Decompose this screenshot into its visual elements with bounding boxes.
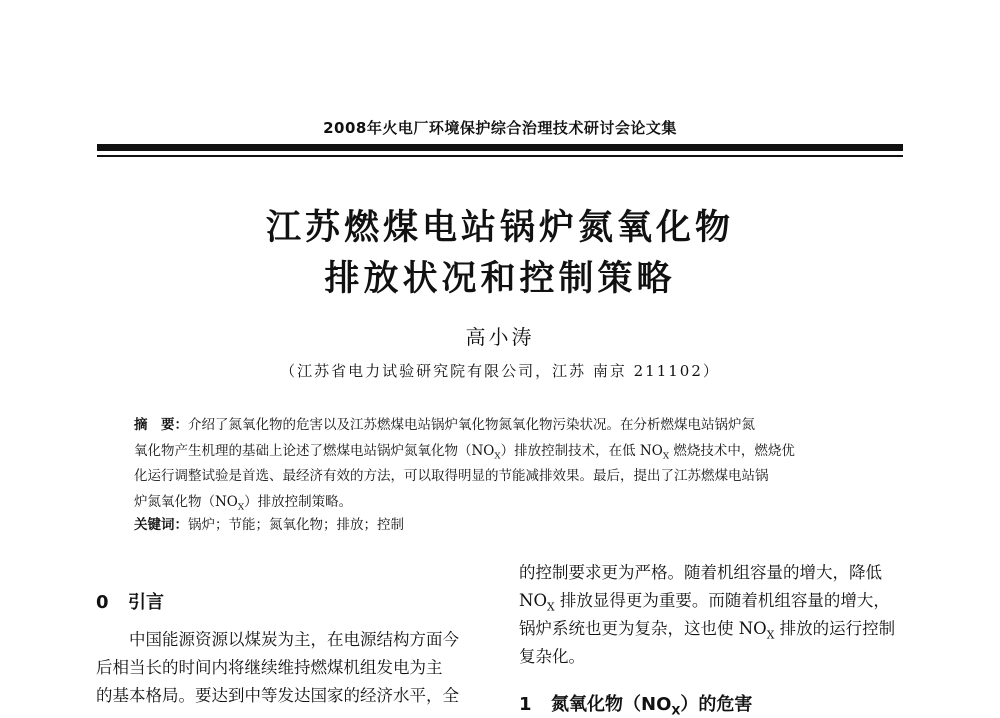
body-line: 的基本格局。要达到中等发达国家的经济水平，全: [96, 686, 459, 705]
header-rule-thick: [97, 144, 903, 151]
header-rule-thin: [97, 155, 903, 157]
section-1-heading: [519, 690, 752, 718]
section-title: 氮氧化物（NO: [551, 694, 672, 715]
author-name: 高小涛: [465, 325, 535, 349]
body-line: 复杂化。: [519, 647, 585, 666]
keywords: [134, 513, 404, 533]
body-text: 锅炉系统也更为复杂，这也使 NO: [519, 619, 767, 638]
body-line: 的控制要求更为严格。随着机组容量的增大，降低: [519, 563, 882, 582]
abstract-text: 化运行调整试验是首选、最经济有效的方法，可以取得明显的节能减排效果。最后，提出了江苏燃煤电站锅: [134, 468, 769, 484]
article-title-line-2: 排放状况和控制策略: [324, 259, 676, 299]
subscript: X: [546, 600, 555, 614]
subscript: X: [237, 502, 245, 513]
abstract-line: [134, 465, 854, 491]
body-line: [519, 616, 909, 644]
abstract-label: 摘 要：: [134, 417, 188, 433]
abstract-text: 介绍了氮氧化物的危害以及江苏燃煤电站锅炉氧化物氮氧化物污染状况。在分析燃煤电站锅炉氮: [188, 417, 755, 433]
article-title-line-1: 江苏燃煤电站锅炉氮氧化物: [265, 208, 734, 248]
section-title: ）的危害: [680, 694, 753, 715]
body-line: 后相当长的时间内将继续维持燃煤机组发电为主: [96, 658, 443, 677]
subscript: X: [494, 451, 501, 462]
abstract-text: ）排放控制技术，在低 NO: [500, 442, 663, 459]
abstract: [134, 414, 854, 516]
body-text: 排放显得更为重要。而随着机组容量的增大，: [554, 591, 890, 610]
keywords-text: 锅炉；节能；氮氧化物；排放；控制: [188, 517, 404, 533]
body-line: [519, 588, 909, 616]
subscript: X: [766, 628, 775, 642]
body-text: NO: [519, 591, 547, 610]
abstract-text: 炉氮氧化物（NO: [134, 493, 238, 510]
section-title: 引言: [128, 592, 164, 613]
section-0-heading: [96, 588, 164, 614]
section-number: 1: [519, 694, 532, 715]
section-number: 0: [96, 592, 109, 613]
abstract-text: 氧化物产生机理的基础上论述了燃煤电站锅炉氮氧化物（NO: [134, 442, 495, 459]
abstract-text: 燃烧技术中，燃烧优: [669, 442, 795, 459]
abstract-text: ）排放控制策略。: [244, 493, 353, 510]
subscript: X: [662, 451, 670, 462]
body-text: 排放的运行控制: [774, 619, 896, 638]
right-column-body: [519, 560, 909, 672]
keywords-label: 关键词：: [134, 517, 188, 533]
left-column-body: [96, 627, 496, 711]
abstract-line: [134, 414, 854, 440]
abstract-line: [134, 440, 854, 466]
subscript: X: [671, 703, 681, 718]
body-line: 中国能源资源以煤炭为主，在电源结构方面今: [129, 630, 459, 649]
author-affiliation: （江苏省电力试验研究院有限公司，江苏 南京 211102）: [280, 362, 720, 380]
proceedings-header: 2008年火电厂环境保护综合治理技术研讨会论文集: [323, 119, 677, 137]
